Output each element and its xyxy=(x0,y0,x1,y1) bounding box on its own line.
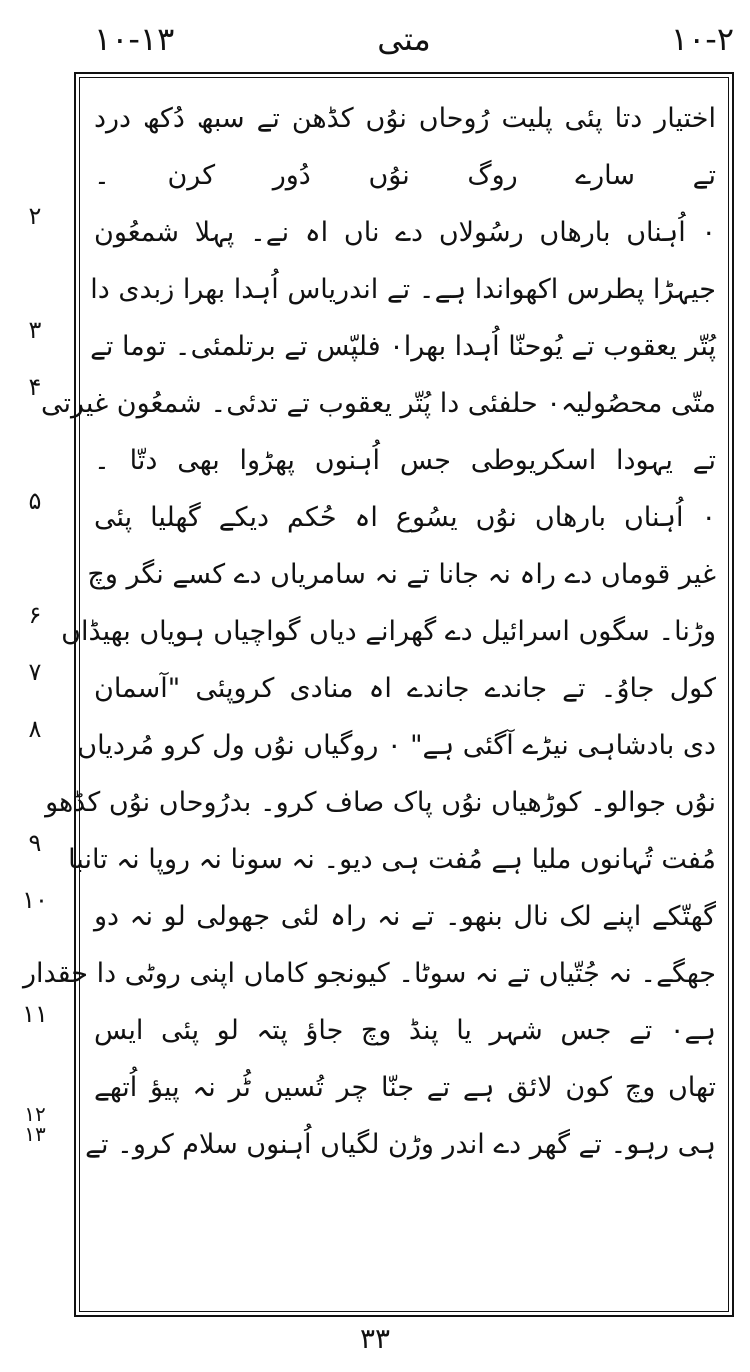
text-line: دی بادشاہی نیڑے آگئی ہے" ۰ روگیاں نوُں ول کرو مُردیاں xyxy=(77,730,716,761)
verse-number: ۵ xyxy=(28,487,42,515)
verse-number: ۱۲ xyxy=(24,1102,46,1126)
page-number: ۳۳ xyxy=(359,1322,391,1355)
text-line: پُتّر یعقوب تے یُوحنّا اُہدا بھرا۰ فلپّس تے برتلمئی۔ توما تے xyxy=(90,331,716,362)
verse-number: ۲ xyxy=(28,202,42,230)
text-line: تے سارے روگ نوُں دُور کرن ۔ xyxy=(94,160,716,191)
text-line: اختیار دتا پئی پلیت رُوحاں نوُں کڈھن تے سبھ دُکھ درد xyxy=(94,103,716,134)
text-line: گھتّکے اپنے لک نال بنھو۔ تے نہ راہ لئی جھولی لو نہ دو xyxy=(94,901,716,932)
text-line: تے یہودا اسکریوطی جس اُہنوں پھڑوا بھی دتّا ۔ xyxy=(94,445,716,476)
text-line: وڑنا۔ سگوں اسرائیل دے گھرانے دیاں گواچیاں ہویاں بھیڈاں xyxy=(61,616,716,647)
verse-number: ۱۱ xyxy=(22,1000,48,1028)
verse-number: ۱۰ xyxy=(22,886,48,914)
verse-number: ۱۳ xyxy=(24,1122,46,1146)
text-line: جیہڑا پطرس اکھواندا ہے۔ تے اندریاس اُہدا بھرا زبدی دا xyxy=(90,274,716,305)
text-line: مُفت تُہانوں ملیا ہے مُفت ہی دیو۔ نہ سونا نہ روپا نہ تانبا xyxy=(68,844,716,875)
verse-number-column xyxy=(0,88,70,1318)
text-line: غیر قوماں دے راہ نہ جانا تے نہ سامریاں دے کسے نگر وچ xyxy=(87,559,716,590)
verse-number: ۷ xyxy=(28,658,42,686)
text-line: ۰ اُہناں بارھاں نوُں یسُوع اہ حُکم دیکے گھلیا پئی xyxy=(94,502,716,533)
book-title: متی xyxy=(377,20,431,58)
verse-number: ۸ xyxy=(28,715,42,743)
verse-number: ۴ xyxy=(28,373,42,401)
text-line: کول جاوُ۔ تے جاندے جاندے اہ منادی کروپئی "آسمان xyxy=(94,673,716,704)
chapter-verse-range-end: ۱۰-۱۳ xyxy=(94,20,175,58)
text-line: نوُں جوالو۔ کوڑھیاں نوُں پاک صاف کرو۔ بدرُوحاں نوُں کڈھو xyxy=(45,787,716,818)
text-line: ہی رہو۔ تے گھر دے اندر وڑن لگیاں اُہنوں سلام کرو۔ تے xyxy=(85,1129,716,1160)
page-header xyxy=(74,18,734,64)
text-line: جھگے۔ نہ جُتّیاں تے نہ سوٹا۔ کیونجو کاماں اپنی روٹی دا حقدار xyxy=(22,958,716,989)
verse-number: ۹ xyxy=(28,829,42,857)
chapter-verse-range-start: ۱۰-۲ xyxy=(670,20,734,58)
text-line: ۰ اُہناں بارھاں رسُولاں دے ناں اہ نے۔ پہلا شمعُون xyxy=(94,217,716,248)
text-line: تھاں وچ کون لائق ہے تے جنّا چر تُسیں ٹُر نہ پیؤ اُتھے xyxy=(94,1072,716,1103)
verse-number: ۶ xyxy=(28,601,42,629)
text-line: ہے۰ تے جس شہر یا پنڈ وچ جاؤ پتہ لو پئی ایس xyxy=(94,1015,716,1046)
text-line: متّی محصُولیہ۰ حلفئی دا پُتّر یعقوب تے تدئی۔ شمعُون غیرتی xyxy=(41,388,716,419)
verse-number: ۳ xyxy=(28,316,42,344)
